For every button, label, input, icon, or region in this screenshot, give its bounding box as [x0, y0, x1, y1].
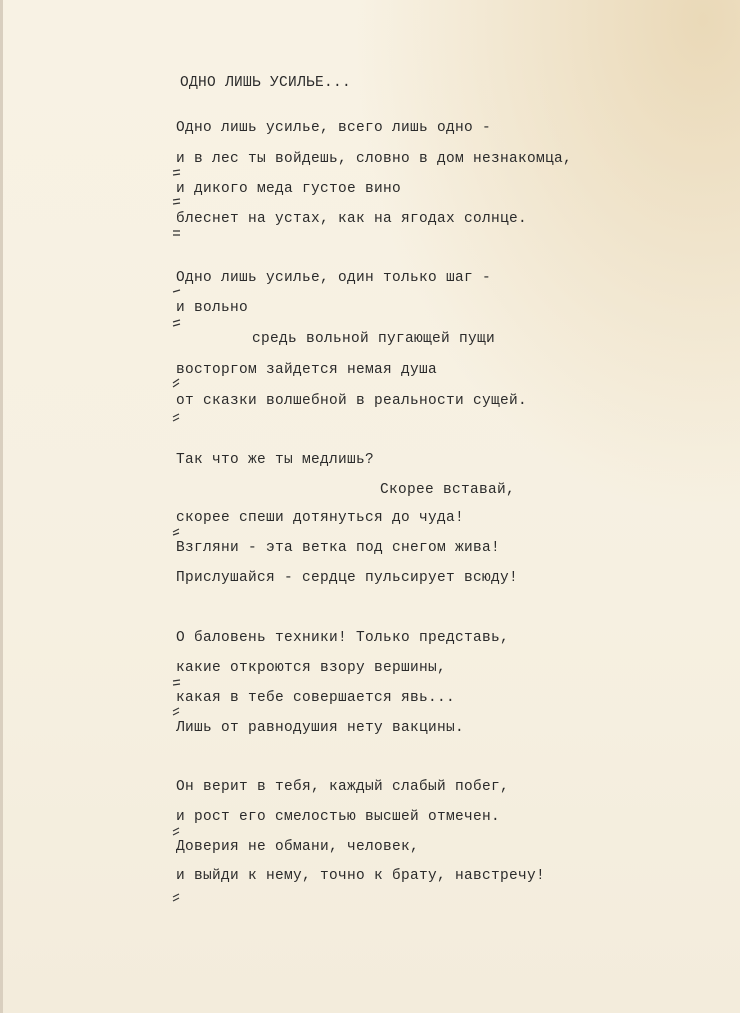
poem-title: ОДНО ЛИШЬ УСИЛЬЕ...: [180, 75, 352, 91]
stanza-2-line-1: Одно лишь усилье, один только шаг -: [176, 270, 492, 286]
stanza-1-line-1: Одно лишь усилье, всего лишь одно -: [176, 120, 492, 136]
edit-mark: [172, 197, 182, 207]
stanza-5-line-4: и выйди к нему, точно к брату, навстречу!: [176, 868, 546, 884]
stanza-1-line-2: и в лес ты войдешь, словно в дом незнакомца,: [176, 151, 573, 167]
edit-mark: [172, 527, 182, 537]
stanza-4-line-2: какие откроются взору вершины,: [176, 660, 447, 676]
edit-mark: [172, 168, 182, 178]
stanza-2-line-4: восторгом зайдется немая душа: [176, 362, 438, 378]
edit-mark: [172, 893, 182, 903]
stanza-3-line-1: Так что же ты медлишь?: [176, 452, 375, 468]
edit-mark: [172, 228, 182, 238]
edit-mark: [172, 318, 182, 328]
stanza-5-line-3: Доверия не обмани, человек,: [176, 839, 420, 855]
stanza-3-line-3: скорее спеши дотянуться до чуда!: [176, 510, 465, 526]
stanza-1-line-3: и дикого меда густое вино: [176, 181, 402, 197]
page-edge: [0, 0, 3, 1013]
edit-mark: [172, 706, 182, 716]
stanza-5-line-2: и рост его смелостью высшей отмечен.: [176, 809, 501, 825]
edit-mark: [172, 678, 182, 688]
stanza-3-line-5: Прислушайся - сердце пульсирует всюду!: [176, 570, 519, 586]
edit-mark: [172, 826, 182, 836]
stanza-4-line-4: Лишь от равнодушия нету вакцины.: [176, 720, 465, 736]
edit-mark: [172, 412, 182, 422]
stanza-5-line-1: Он верит в тебя, каждый слабый побег,: [176, 779, 510, 795]
edit-mark: [172, 286, 182, 296]
stanza-1-line-4: блеснет на устах, как на ягодах солнце.: [176, 211, 528, 227]
stanza-2-line-2: и вольно: [176, 300, 249, 316]
stanza-2-line-3: средь вольной пугающей пущи: [252, 331, 496, 347]
stanza-3-line-2: Скорее вставай,: [380, 482, 516, 498]
stanza-2-line-5: от сказки волшебной в реальности сущей.: [176, 393, 528, 409]
stanza-4-line-3: какая в тебе совершается явь...: [176, 690, 456, 706]
stanza-3-line-4: Взгляни - эта ветка под снегом жива!: [176, 540, 501, 556]
stanza-4-line-1: О баловень техники! Только представь,: [176, 630, 510, 646]
edit-mark: [172, 378, 182, 388]
